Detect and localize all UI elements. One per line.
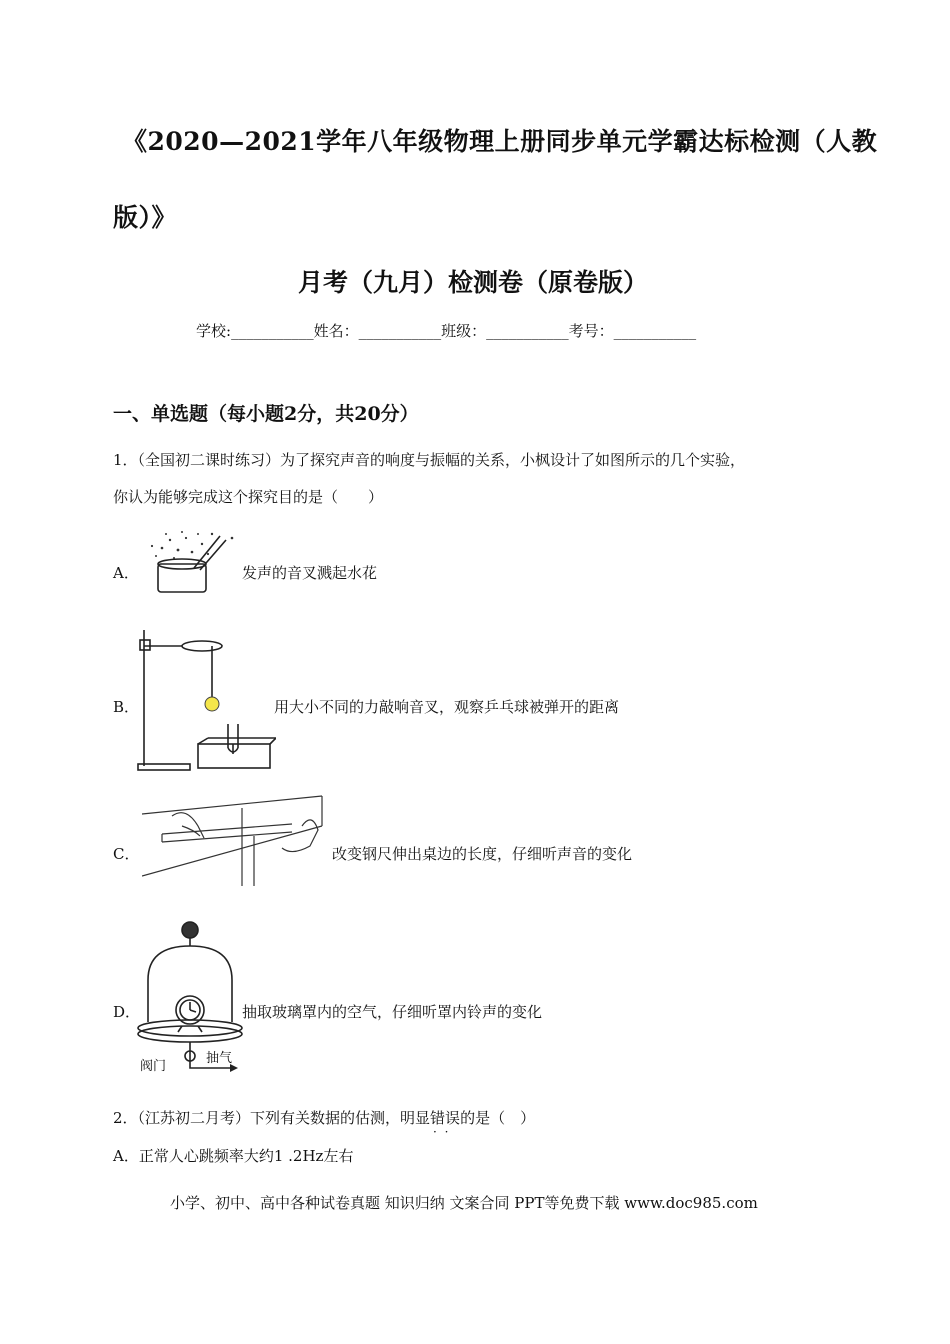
document-title-line1: 《2020—2021学年八年级物理上册同步单元学霸达标检测（人教 xyxy=(122,127,878,156)
question-2-suffix: 的是（ ） xyxy=(460,1109,536,1127)
school-label: 学校: xyxy=(196,322,232,340)
page-footer: 小学、初中、高中各种试卷真题 知识归纳 文案合同 PPT等免费下载 www.doc985.com xyxy=(170,1194,758,1212)
class-blank[interactable]: ___________ xyxy=(486,322,569,340)
exam-no-blank[interactable]: ___________ xyxy=(613,322,697,340)
document-title-line2: 版）》 xyxy=(113,203,178,232)
document-subtitle: 月考（九月）检测卷（原卷版） xyxy=(298,268,649,297)
name-blank[interactable]: ___________ xyxy=(358,322,442,340)
exam-no-label: 考号： xyxy=(568,322,614,340)
question-1-line1: 1．（全国初二课时练习）为了探究声音的响度与振幅的关系，小枫设计了如图所示的几个实验， xyxy=(113,451,746,469)
info-row xyxy=(196,320,696,341)
question-2 xyxy=(113,1108,535,1129)
class-label: 班级： xyxy=(441,322,487,340)
question-1-line2: 你认为能够完成这个探究目的是（ ） xyxy=(113,488,384,506)
option-d-text: 抽取玻璃罩内的空气，仔细听罩内铃声的变化 xyxy=(242,1003,543,1021)
question-2-prefix: 2．（江苏初二月考）下列有关数据的估测，明显 xyxy=(113,1109,431,1127)
name-label: 姓名： xyxy=(313,322,359,340)
option-d-label: D． xyxy=(113,1003,141,1021)
question-2-option-a: A．正常人心跳频率大约1 .2Hz左右 xyxy=(113,1147,354,1165)
valve-label: 阀门 xyxy=(140,1059,167,1074)
bell-jar-figure xyxy=(134,918,252,1084)
pump-label: 抽气 xyxy=(206,1051,233,1066)
option-b-label: B． xyxy=(113,698,140,716)
option-c-text: 改变钢尺伸出桌边的长度，仔细听声音的变化 xyxy=(332,845,633,863)
option-c-label: C． xyxy=(113,845,140,863)
tuning-fork-pingpong-figure xyxy=(136,626,276,774)
section-heading: 一、单选题（每小题2分，共20分） xyxy=(113,403,419,425)
tuning-fork-water-figure xyxy=(142,528,238,598)
option-b-text: 用大小不同的力敲响音叉，观察乒乓球被弹开的距离 xyxy=(274,698,620,716)
question-2-emphasis: 错误 · · xyxy=(430,1109,460,1127)
ruler-desk-figure xyxy=(142,786,330,890)
option-a-label: A． xyxy=(113,564,139,582)
school-blank[interactable]: ___________ xyxy=(231,322,314,340)
option-a-text: 发声的音叉溅起水花 xyxy=(242,564,378,582)
